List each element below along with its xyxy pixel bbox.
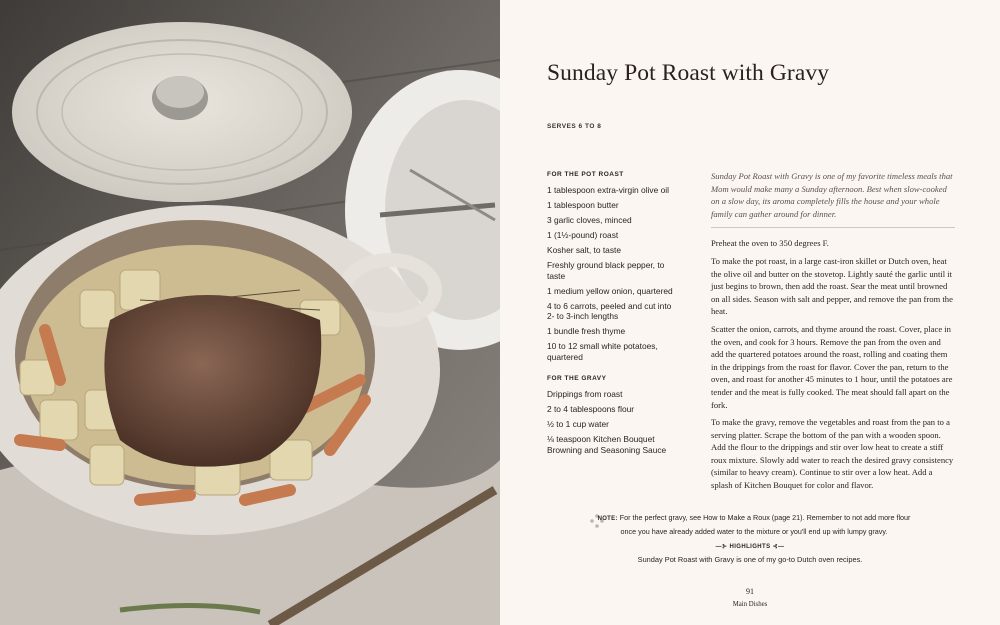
directions xyxy=(711,170,955,497)
step: To make the pot roast, in a large cast-iron skillet or Dutch oven, heat the olive oil and butter on the stovetop. Lightly sauté the garlic until it just begins to brown, then add the roast. Sear the meat until browned on all sides. Season with salt and pepper, and remove the pan from the heat. xyxy=(711,255,953,317)
note-label: NOTE: xyxy=(597,516,618,522)
step: Preheat the oven to 350 degrees F. xyxy=(711,238,829,249)
ingredient: Freshly ground black pepper, to taste xyxy=(547,260,665,281)
ingredient: ⅛ teaspoon Kitchen Bouquet Browning and Seasoning Sauce xyxy=(547,434,667,455)
ingredient: Kosher salt, to taste xyxy=(547,245,622,255)
recipe-intro: Sunday Pot Roast with Gravy is one of my favorite timeless meals that Mom would make many a Sunday afternoon. Best when slow-cooked on a slow day, its aroma completely fills the house and your whole family can gather around for dinner. xyxy=(711,170,955,228)
highlights-label: HIGHLIGHTS xyxy=(729,544,771,550)
ingredients-list xyxy=(547,171,677,460)
page-number: 91 xyxy=(746,587,754,596)
ingredient: 3 garlic cloves, minced xyxy=(547,215,632,225)
gravy-header: FOR THE GRAVY xyxy=(547,375,607,382)
step: Scatter the onion, carrots, and thyme around the roast. Cover, place in the oven, and cook for 3 hours. Remove the pan from the oven and add the quartered potatoes around the roast, rolling and coating them in the drippings from the roast for flavor. Cover the pan, return to the oven, and roast for another 45 minutes to 1 hour, until the potatoes are tender and the meat is fully cooked. The meat should fall apart on the fork. xyxy=(711,323,953,410)
ingredient: 1 bundle fresh thyme xyxy=(547,326,626,336)
ingredient: 2 to 4 tablespoons flour xyxy=(547,404,635,414)
ingredient: 4 to 6 carrots, peeled and cut into 2- to 3-inch lengths xyxy=(547,300,672,321)
ingredient: 1 medium yellow onion, quartered xyxy=(547,285,673,296)
highlights-heading xyxy=(500,543,1000,550)
ingredient: ½ to 1 cup water xyxy=(547,419,609,429)
step: To make the gravy, remove the vegetables and roast from the pan to a serving platter. Scrape the bottom of the pan with a wooden spoon. Add the flour to the drippings and stir over low heat to create a stiff roux mixture. Slowly add water to reach the desired gravy consistency (similar to heavy cream). Continue to stir over a low heat. Add a splash of Kitchen Bouquet for color and flavor. xyxy=(711,417,954,491)
ingredient: 10 to 12 small white potatoes, quartered xyxy=(547,341,658,362)
serves-label: SERVES 6 TO 8 xyxy=(547,123,602,130)
ornament-left-icon: —⊱ xyxy=(715,544,730,550)
ingredient: Drippings from roast xyxy=(547,389,623,399)
ingredient: 1 (1½-pound) roast xyxy=(547,230,619,240)
pot-roast-header: FOR THE POT ROAST xyxy=(547,171,624,178)
section-name: Main Dishes xyxy=(732,601,768,608)
ingredient: 1 tablespoon butter xyxy=(547,200,619,210)
note-text: For the perfect gravy, see How to Make a Roux (page 21). Remember to not add more flour once you have already added water to the mixture or you'll end up with lumpy gravy. xyxy=(619,513,911,536)
highlights-text: Sunday Pot Roast with Gravy is one of my go-to Dutch oven recipes. xyxy=(637,555,863,564)
recipe-note xyxy=(589,512,919,537)
ornament-right-icon: ⊰— xyxy=(770,544,785,550)
recipe-page xyxy=(500,0,1000,625)
ingredient: 1 tablespoon extra-virgin olive oil xyxy=(547,185,669,195)
recipe-title: Sunday Pot Roast with Gravy xyxy=(547,60,830,86)
